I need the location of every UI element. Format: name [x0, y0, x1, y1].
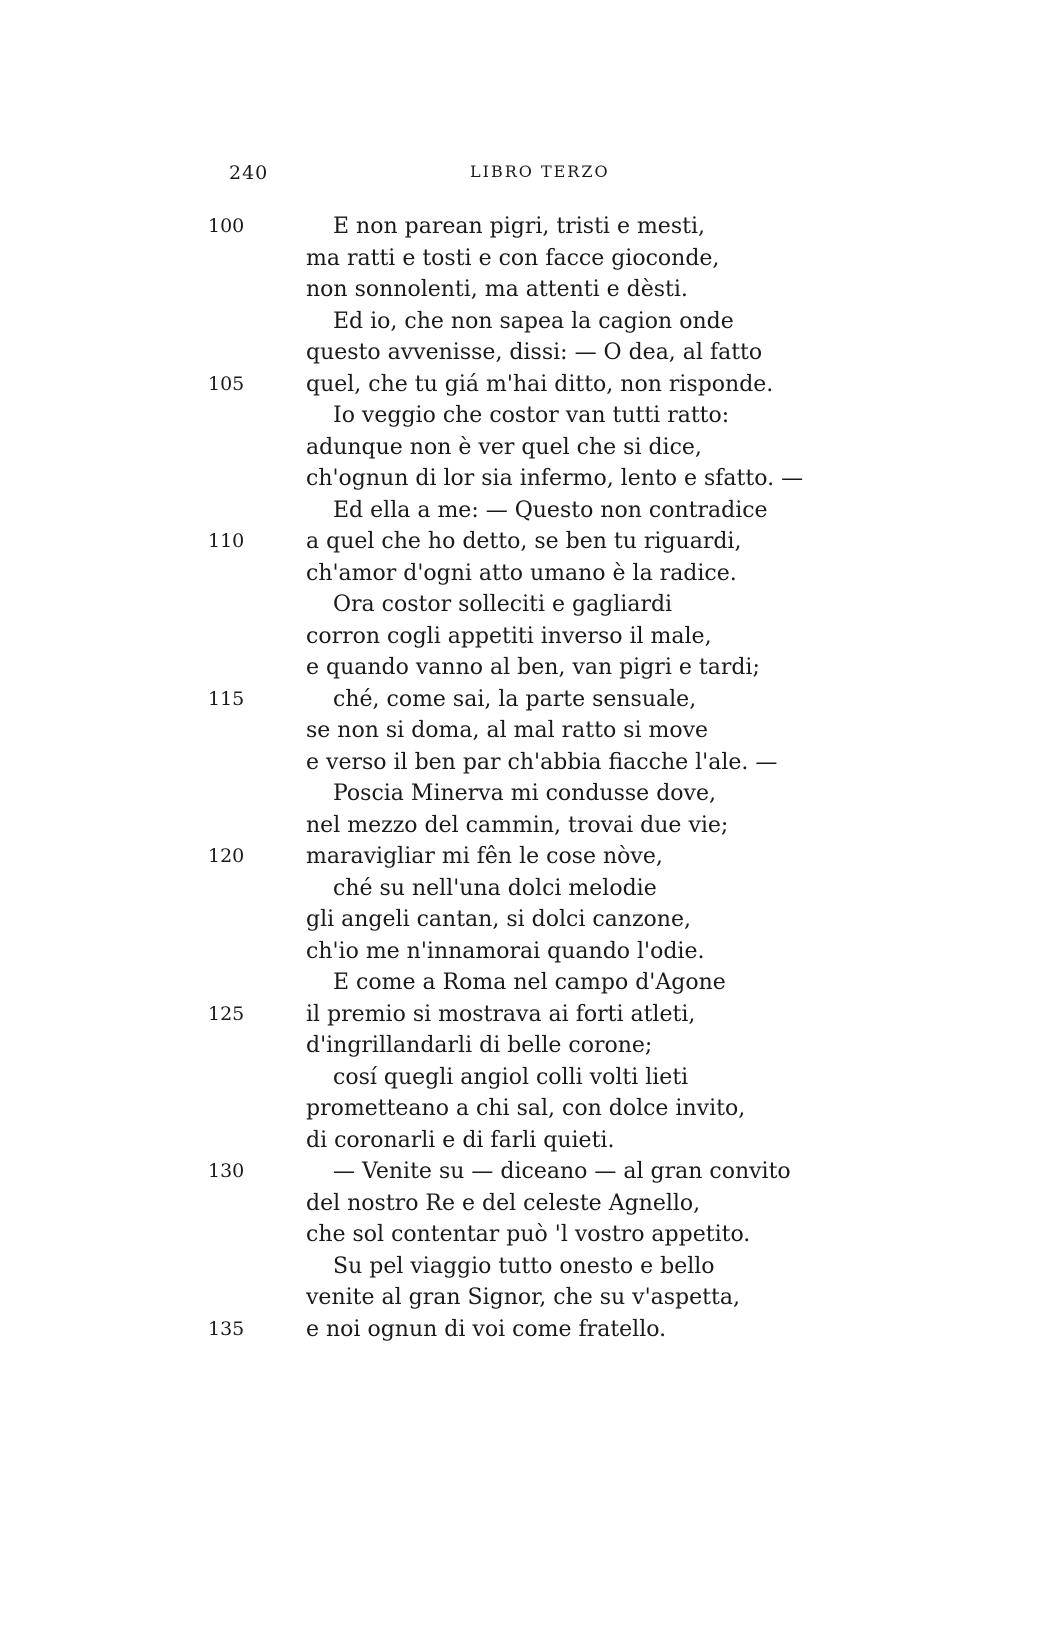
verse-line	[0, 778, 1041, 810]
verse-text: non sonnolenti, ma attenti e dèsti.	[306, 277, 688, 302]
verse-line	[0, 652, 1041, 684]
line-number: 135	[208, 1317, 245, 1340]
verse-line	[0, 495, 1041, 527]
running-head: LIBRO TERZO	[470, 162, 610, 181]
verse-block	[0, 211, 1041, 1345]
line-number: 115	[208, 687, 245, 710]
verse-line	[0, 589, 1041, 621]
verse-text: maravigliar mi fên le cose nòve,	[306, 844, 663, 869]
verse-text: ma ratti e tosti e con facce gioconde,	[306, 245, 720, 271]
verse-line	[0, 306, 1041, 338]
verse-text: ché su nell'una dolci melodie	[333, 875, 657, 901]
verse-text: Ora costor solleciti e gagliardi	[333, 592, 673, 617]
verse-text: Poscia Minerva mi condusse dove,	[333, 781, 716, 806]
verse-line	[0, 684, 1041, 716]
verse-text: nel mezzo del cammin, trovai due vie;	[306, 812, 729, 838]
verse-text: ch'io me n'innamorai quando l'odie.	[306, 938, 705, 964]
verse-text: Ed ella a me: — Questo non contradice	[333, 497, 768, 523]
verse-line	[0, 1030, 1041, 1062]
verse-line	[0, 1219, 1041, 1251]
verse-line	[0, 1188, 1041, 1220]
line-number: 125	[208, 1002, 245, 1025]
verse-text: se non si doma, al mal ratto si move	[306, 718, 709, 743]
verse-line	[0, 400, 1041, 432]
verse-text: questo avvenisse, dissi: — O dea, al fatto	[306, 340, 763, 365]
verse-text: quel, che tu giá m'hai ditto, non risponde.	[306, 371, 774, 397]
verse-text: e verso il ben par ch'abbia fiacche l'ale. —	[306, 749, 778, 775]
line-number: 120	[208, 845, 245, 867]
verse-line	[0, 274, 1041, 306]
verse-line	[0, 715, 1041, 747]
verse-text: Ed io, che non sapea la cagion onde	[333, 308, 734, 334]
verse-line	[0, 1282, 1041, 1314]
verse-text: prometteano a chi sal, con dolce invito,	[306, 1096, 746, 1121]
verse-line	[0, 999, 1041, 1031]
verse-line	[0, 1062, 1041, 1094]
verse-line	[0, 904, 1041, 936]
verse-text: il premio si mostrava ai forti atleti,	[306, 1001, 696, 1027]
verse-line	[0, 369, 1041, 401]
verse-line	[0, 1156, 1041, 1188]
verse-text: a quel che ho detto, se ben tu riguardi,	[306, 529, 742, 554]
verse-text: e noi ognun di voi come fratello.	[306, 1316, 667, 1342]
verse-text: gli angeli cantan, si dolci canzone,	[306, 907, 691, 932]
verse-line	[0, 1125, 1041, 1157]
verse-text: venite al gran Signor, che su v'aspetta,	[306, 1285, 740, 1310]
verse-line	[0, 747, 1041, 779]
verse-line	[0, 810, 1041, 842]
verse-line	[0, 621, 1041, 653]
verse-text: d'ingrillandarli di belle corone;	[306, 1033, 653, 1058]
verse-text: di coronarli e di farli quieti.	[306, 1127, 615, 1153]
verse-line	[0, 967, 1041, 999]
line-number: 100	[208, 215, 245, 237]
verse-line	[0, 873, 1041, 905]
verse-line	[0, 432, 1041, 464]
verse-line	[0, 841, 1041, 873]
verse-line	[0, 337, 1041, 369]
verse-text: — Venite su — diceano — al gran convito	[333, 1159, 791, 1184]
verse-line	[0, 936, 1041, 968]
verse-text: adunque non è ver quel che si dice,	[306, 434, 702, 460]
verse-text: Io veggio che costor van tutti ratto:	[333, 403, 730, 428]
verse-text: E come a Roma nel campo d'Agone	[333, 970, 726, 995]
verse-line	[0, 1093, 1041, 1125]
verse-text: E non parean pigri, tristi e mesti,	[333, 214, 705, 239]
verse-text: e quando vanno al ben, van pigri e tardi;	[306, 655, 760, 680]
line-number: 130	[208, 1160, 245, 1182]
verse-line	[0, 211, 1041, 243]
line-number: 105	[208, 372, 245, 395]
verse-line	[0, 526, 1041, 558]
verse-text: corron cogli appetiti inverso il male,	[306, 623, 712, 649]
verse-text: ch'ognun di lor sia infermo, lento e sfatto. —	[306, 466, 804, 491]
verse-text: cosí quegli angiol colli volti lieti	[333, 1064, 689, 1090]
page-number: 240	[229, 162, 269, 184]
verse-line	[0, 463, 1041, 495]
verse-text: ch'amor d'ogni atto umano è la radice.	[306, 560, 737, 586]
verse-text: che sol contentar può 'l vostro appetito.	[306, 1222, 751, 1247]
verse-line	[0, 1251, 1041, 1283]
verse-text: Su pel viaggio tutto onesto e bello	[333, 1253, 715, 1279]
verse-line	[0, 243, 1041, 275]
verse-line	[0, 558, 1041, 590]
verse-text: del nostro Re e del celeste Agnello,	[306, 1190, 701, 1216]
line-number: 110	[208, 530, 245, 552]
verse-text: ché, come sai, la parte sensuale,	[333, 686, 697, 712]
verse-line	[0, 1314, 1041, 1346]
